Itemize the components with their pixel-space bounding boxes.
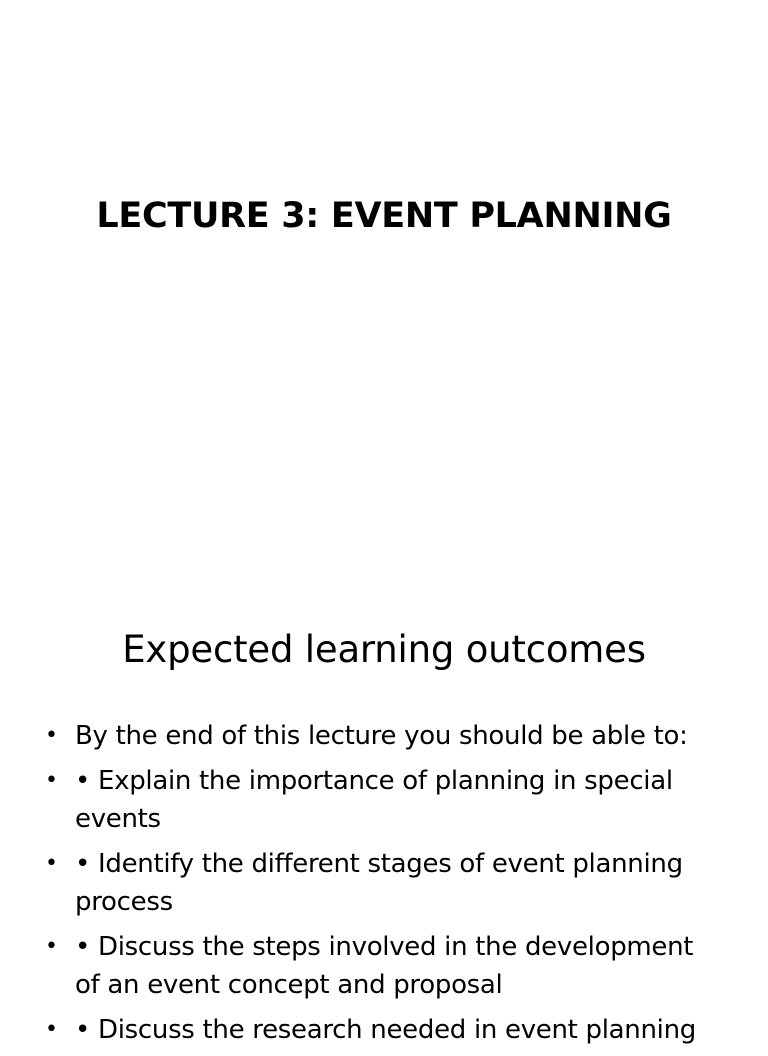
bullet-icon: • <box>45 1017 58 1042</box>
list-item-text: • Explain the importance of planning in special events <box>75 766 673 834</box>
list-item-text: • Discuss the steps involved in the development of an event concept and proposal <box>75 932 694 1000</box>
list-item-text: • Identify the different stages of event planning process <box>75 849 683 917</box>
bullet-icon: • <box>45 723 58 748</box>
list-item <box>45 762 725 838</box>
bullet-icon: • <box>45 768 58 793</box>
list-item <box>45 717 725 755</box>
list-item <box>45 928 725 1004</box>
bullet-icon: • <box>45 851 58 876</box>
learning-outcomes-list <box>45 717 725 1056</box>
list-item-text: • Discuss the research needed in event planning <box>75 1015 696 1045</box>
bullet-icon: • <box>45 934 58 959</box>
list-item-text: By the end of this lecture you should be able to: <box>75 721 688 751</box>
list-item <box>45 1011 725 1049</box>
slide-2 <box>0 576 768 1045</box>
list-item <box>45 845 725 921</box>
lecture-title: LECTURE 3: EVENT PLANNING <box>96 196 672 236</box>
learning-outcomes-title: Expected learning outcomes <box>122 628 646 671</box>
